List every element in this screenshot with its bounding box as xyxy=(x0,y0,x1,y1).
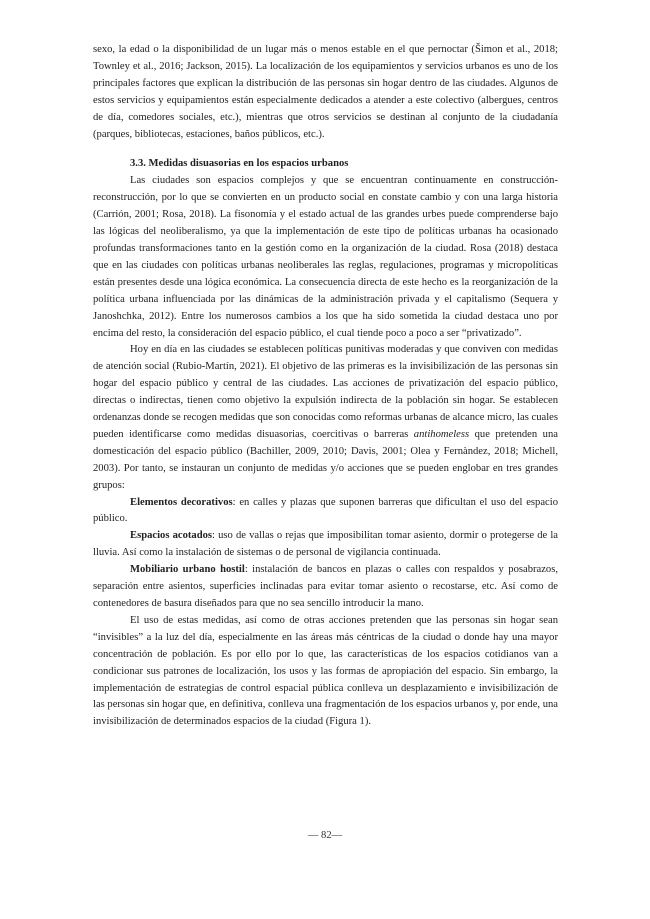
list-item-enclosed xyxy=(93,528,558,562)
list-item-decorative-text: : en calles y plazas que suponen barreras que dificultan el uso del espacio público. xyxy=(93,496,558,525)
page-number: — 82— xyxy=(307,830,343,841)
document-body xyxy=(93,42,558,731)
antihomeless-term: antihomeless xyxy=(413,428,470,440)
list-item-decorative-term: Elementos decorativos xyxy=(130,496,233,508)
list-item-hostile-furniture-text: : instalación de bancos en plazas o calles con respaldos y posabrazos, separación entre asientos, superficies inclinadas para evitar tomar asiento o recostarse, etc. Así como de contenedores de basura diseñados para que no sea sencillo introducir la mano. xyxy=(93,564,558,609)
paragraph-cities: Las ciudades son espacios complejos y que se encuentran continuamente en construcción-reconstrucción, por lo que se convierten en un producto social en constate cambio y con una larga historia (Carrión, 2001; Rosa, 2018). La fisonomía y el estado actual de las grandes urbes puede comprenderse bajo las lógicas del neoliberalismo, ya que la implementación de este tipo de políticas urbanas ha ocasionado profundas transformaciones tanto en la gestión como en la organización de la ciudad. Rosa (2018) destaca que en las ciudades con políticas urbanas neoliberales las reglas, regulaciones, programas y micropolíticas están presentes desde una lógica económica. La consecuencia directa de este hecho es la reorganización de la política urbana influenciada por las dinámicas de la administración privada y el capitalismo (Sequera y Janoshchka, 2012). Entre los numerosos cambios a los que ha sido sometida la ciudad destaca uno por encima del resto, la consideración del espacio público, el cual tiende poco a poco a ser “privatizado”. xyxy=(93,175,558,339)
list-item-enclosed-text: : uso de vallas o rejas que imposibilitan tomar asiento, dormir o protegerse de la lluvia. Así como la instalación de sistemas o de personal de vigilancia continuada. xyxy=(93,530,558,559)
paragraph-intro: sexo, la edad o la disponibilidad de un lugar más o menos estable en el que pernoctar (Šimon et al., 2018; Townley et al., 2016; Jackson, 2015). La localización de los equipamientos y servicios urbanos es uno de los principales factores que explican la distribución de las personas sin hogar dentro de las ciudades. Algunos de estos servicios y equipamientos están especialmente dedicados a atender a este colectivo (albergues, centros de día, comedores sociales, etc.), mientras que otros servicios se destinan al conjunto de la ciudadanía (parques, bibliotecas, estaciones, baños públicos, etc.). xyxy=(93,44,558,140)
list-item-hostile-furniture xyxy=(93,562,558,613)
paragraph-policies-text-b: que pretenden una domesticación del espacio público (Bachiller, 2009, 2010; Davis, 2001; Olea y Fernàndez, 2018; Michell, 2003). Por tanto, se instauran un conjunto de medidas y/o acciones que se pueden englobar en tres grandes grupos: xyxy=(93,428,558,491)
list-item-enclosed-term: Espacios acotados xyxy=(130,530,213,542)
paragraph-invisibility: El uso de estas medidas, así como de otras acciones pretenden que las personas sin hogar sean “invisibles” a la luz del día, especialmente en las áreas más céntricas de la ciudad o donde hay una mayor concentración de población. Es por ello por lo que, las características de los espacios cotidianos van a condicionar sus patrones de localización, los usos y las formas de apropiación del espacio. Sin embargo, la implementación de estrategias de control espacial pública conlleva un desplazamiento e invisibilización de las personas sin hogar que, en definitiva, conlleva una fragmentación de los espacios urbanos y, por ende, una invisibilización de determinados espacios de la ciudad (Figura 1). xyxy=(93,614,558,728)
paragraph-policies xyxy=(93,342,558,494)
section-heading: 3.3. Medidas disuasorias en los espacios urbanos xyxy=(130,158,349,170)
list-item-hostile-furniture-term: Mobiliario urbano hostil xyxy=(130,564,245,576)
paragraph-policies-text-a: Hoy en día en las ciudades se establecen políticas punitivas moderadas y que conviven con medidas de atención social (Rubio-Martín, 2021). El objetivo de las primeras es la invisibilización de las personas sin hogar del espacio público y central de las ciudades. Las acciones de privatización del espacio público, directas o indirectas, tienen como objetivo la expulsión indirecta de la población sin hogar. Se establecen ordenanzas donde se recogen medidas que son conocidas como reformas urbanas de alcance micro, las cuales pueden identificarse como medidas disuasorias, coercitivas o barreras xyxy=(93,344,558,440)
list-item-decorative xyxy=(93,495,558,529)
